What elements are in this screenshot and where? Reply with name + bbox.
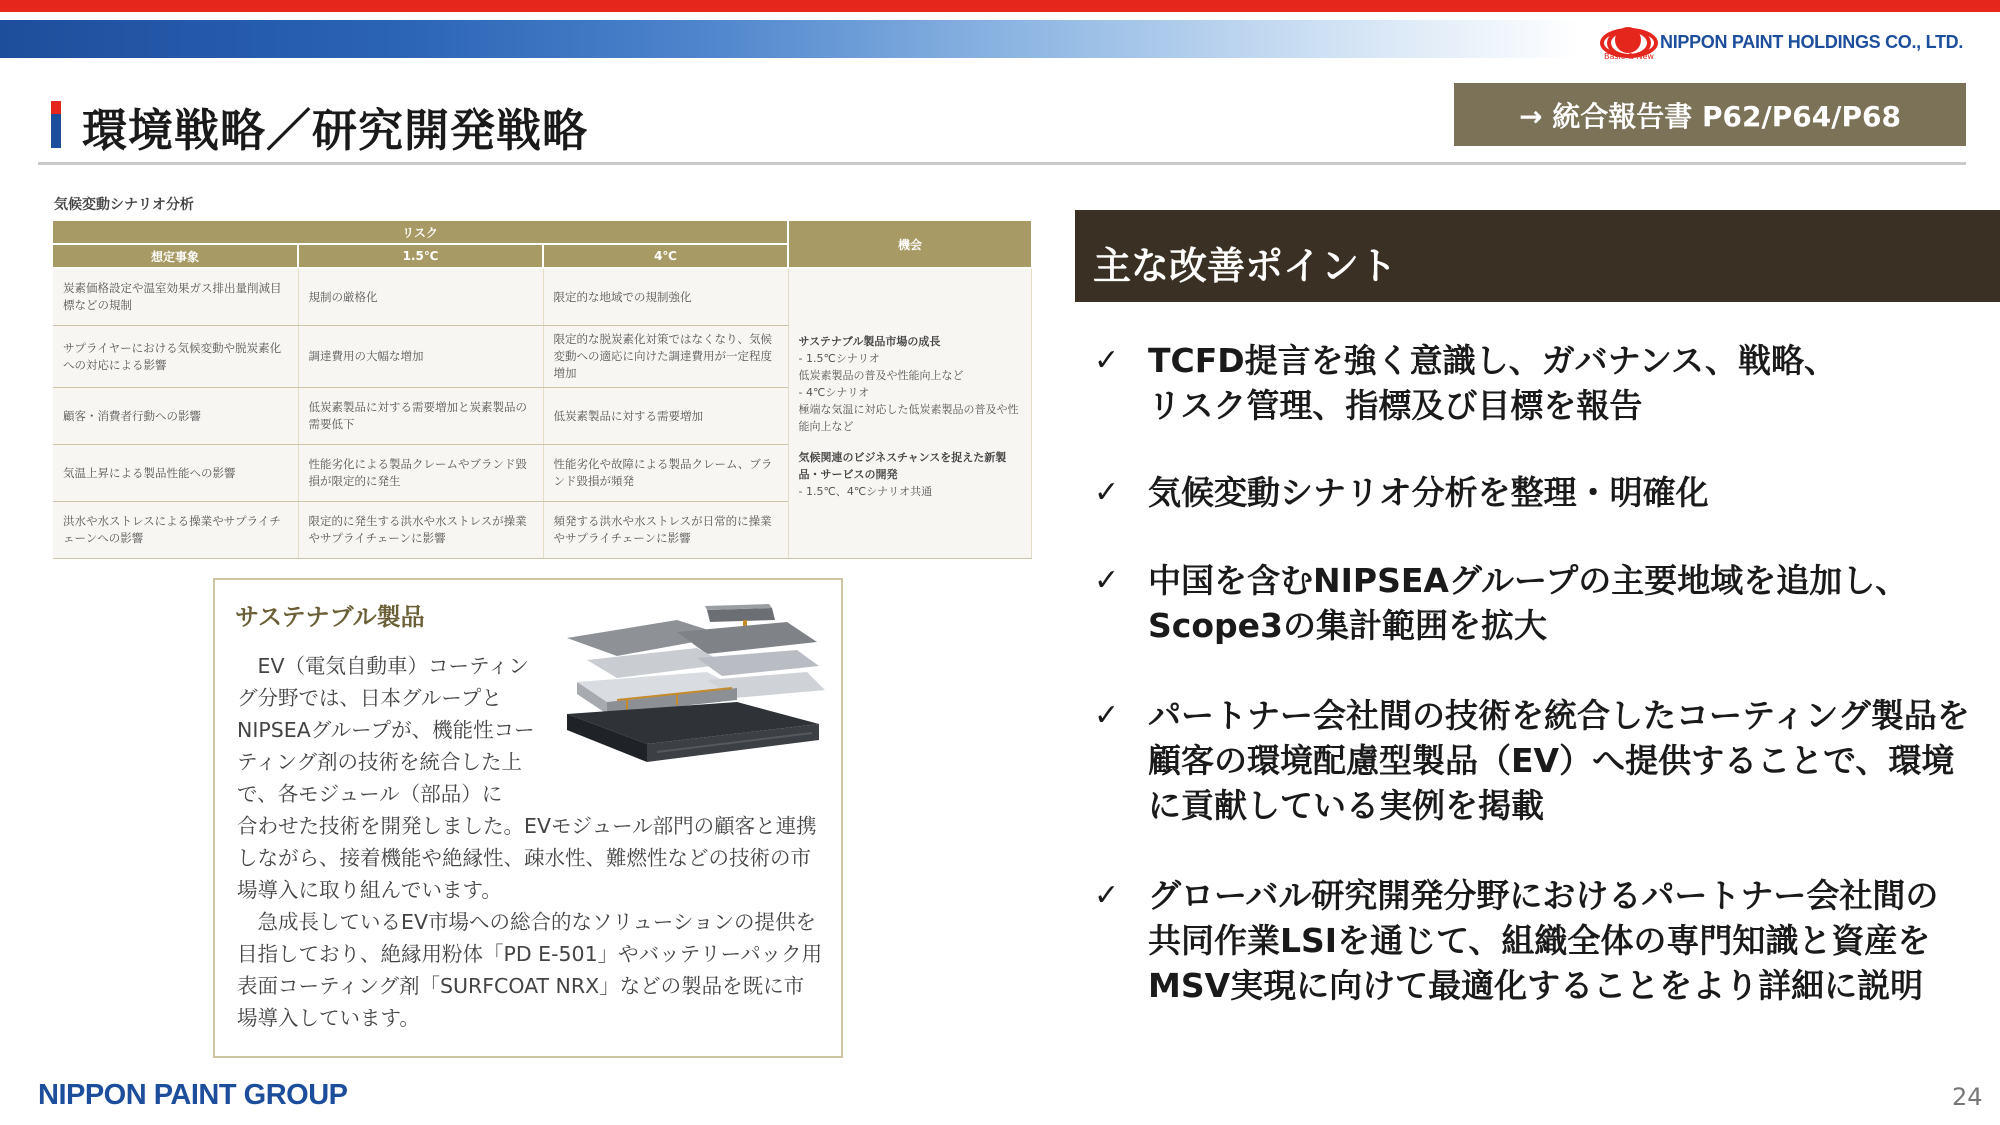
list-item: ✓ パートナー会社間の技術を統合したコーティング製品を 顧客の環境配慮型製品（EV）へ提供することで、環境 に貢献している実例を掲載 <box>1094 693 1994 828</box>
product-paragraph-1a: EV（電気自動車）コーティング分野では、日本グループとNIPSEAグループが、機能性コーティング剤の技術を統合した上で、各モジュール（部品）に <box>237 654 535 806</box>
list-item: ✓ グローバル研究開発分野におけるパートナー会社間の 共同作業LSIを通じて、組織全体の専門知識と資産を MSV実現に向けて最適化することをより詳細に説明 <box>1094 873 1994 1008</box>
table-cell: 気温上昇による製品性能への影響 <box>53 445 298 502</box>
table-cell: 洪水や水ストレスによる操業やサプライチェーンへの影響 <box>53 502 298 559</box>
table-cell: 限定的な地域での規制強化 <box>543 268 788 326</box>
scenario-table <box>53 221 1032 559</box>
checkmark-icon: ✓ <box>1094 563 1120 598</box>
column-header: 想定事象 <box>53 244 298 268</box>
page-number: 24 <box>1952 1083 1983 1111</box>
list-item: ✓ 気候変動シナリオ分析を整理・明確化 <box>1094 470 1994 515</box>
table-cell: 炭素価格設定や温室効果ガス排出量削減目標などの規制 <box>53 268 298 326</box>
opportunity-header: 機会 <box>788 221 1031 268</box>
checkmark-icon: ✓ <box>1094 475 1120 510</box>
opportunity-cell: サステナブル製品市場の成長 - 1.5℃シナリオ 低炭素製品の普及や性能向上など - 4℃シナリオ 極端な気温に対応した低炭素製品の普及や性能向上など 気候関連のビジネスチャンスを捉えた新製品・サービスの開発 - 1.5℃、4℃シナリオ共通 <box>788 268 1031 559</box>
improvement-points-title: 主な改善ポイント <box>1093 244 1398 288</box>
table-row <box>53 268 1031 326</box>
product-paragraph-1b: 合わせた技術を開発しました。EVモジュール部門の顧客と連携しながら、接着機能や絶縁性、疎水性、難燃性などの技術の市場導入に取り組んでいます。 <box>237 814 817 902</box>
table-cell: 低炭素製品に対する需要増加 <box>543 388 788 445</box>
sustainable-product-box <box>213 578 843 1058</box>
nippon-paint-group-logo: NIPPON PAINT GROUP <box>38 1079 348 1111</box>
improvement-points-list <box>1094 338 1994 1008</box>
company-logo <box>1598 22 1963 62</box>
company-name: NIPPON PAINT HOLDINGS CO., LTD. <box>1660 31 1964 52</box>
improvement-points-header <box>1075 210 2000 302</box>
column-header: 4℃ <box>543 244 788 268</box>
table-cell: サプライヤーにおける気候変動や脱炭素化への対応による影響 <box>53 326 298 388</box>
checkmark-icon: ✓ <box>1094 698 1120 733</box>
top-red-bar <box>0 0 2000 12</box>
table-cell: 性能劣化や故障による製品クレーム、ブランド毀損が頻発 <box>543 445 788 502</box>
table-cell: 頻発する洪水や水ストレスが日常的に操業やサプライチェーンに影響 <box>543 502 788 559</box>
table-cell: 低炭素製品に対する需要増加と炭素製品の需要低下 <box>298 388 543 445</box>
title-accent-bar <box>51 101 61 148</box>
product-description <box>237 650 823 1034</box>
table-cell: 限定的な脱炭素化対策ではなくなり、気候変動への適応に向けた調達費用が一定程度増加 <box>543 326 788 388</box>
product-title: サステナブル製品 <box>235 603 425 631</box>
checkmark-icon: ✓ <box>1094 878 1120 913</box>
product-paragraph-2: 急成長しているEV市場への総合的なソリューションの提供を目指しており、絶縁用粉体「PD E-501」やバッテリーパック用表面コーティング剤「SURFCOAT NRX」などの製品を既に市場導入しています。 <box>237 910 823 1030</box>
table-cell: 限定的に発生する洪水や水ストレスが操業やサプライチェーンに影響 <box>298 502 543 559</box>
top-blue-gradient-bar <box>0 20 1580 58</box>
table-cell: 調達費用の大幅な増加 <box>298 326 543 388</box>
page-title: 環境戦略／研究開発戦略 <box>82 104 589 157</box>
opportunity-market-title: サステナブル製品市場の成長 <box>798 335 941 348</box>
checkmark-icon: ✓ <box>1094 343 1120 378</box>
title-divider <box>38 162 1966 165</box>
list-item: ✓ 中国を含むNIPSEAグループの主要地域を追加し、 Scope3の集計範囲を拡大 <box>1094 558 1994 648</box>
risk-header: リスク <box>53 221 788 244</box>
scenario-heading: 気候変動シナリオ分析 <box>54 197 194 213</box>
column-header: 1.5℃ <box>298 244 543 268</box>
nippon-paint-logo-icon: Basic & New <box>1598 23 1656 61</box>
opportunity-business-title: 気候関連のビジネスチャンスを捉えた新製品・サービスの開発 <box>798 451 1007 481</box>
table-cell: 性能劣化による製品クレームやブランド毀損が限定的に発生 <box>298 445 543 502</box>
table-cell: 顧客・消費者行動への影響 <box>53 388 298 445</box>
report-reference-badge: → 統合報告書 P62/P64/P68 <box>1454 83 1966 146</box>
table-cell: 規制の厳格化 <box>298 268 543 326</box>
list-item: ✓ TCFD提言を強く意識し、ガバナンス、戦略、 リスク管理、指標及び目標を報告 <box>1094 338 1994 428</box>
